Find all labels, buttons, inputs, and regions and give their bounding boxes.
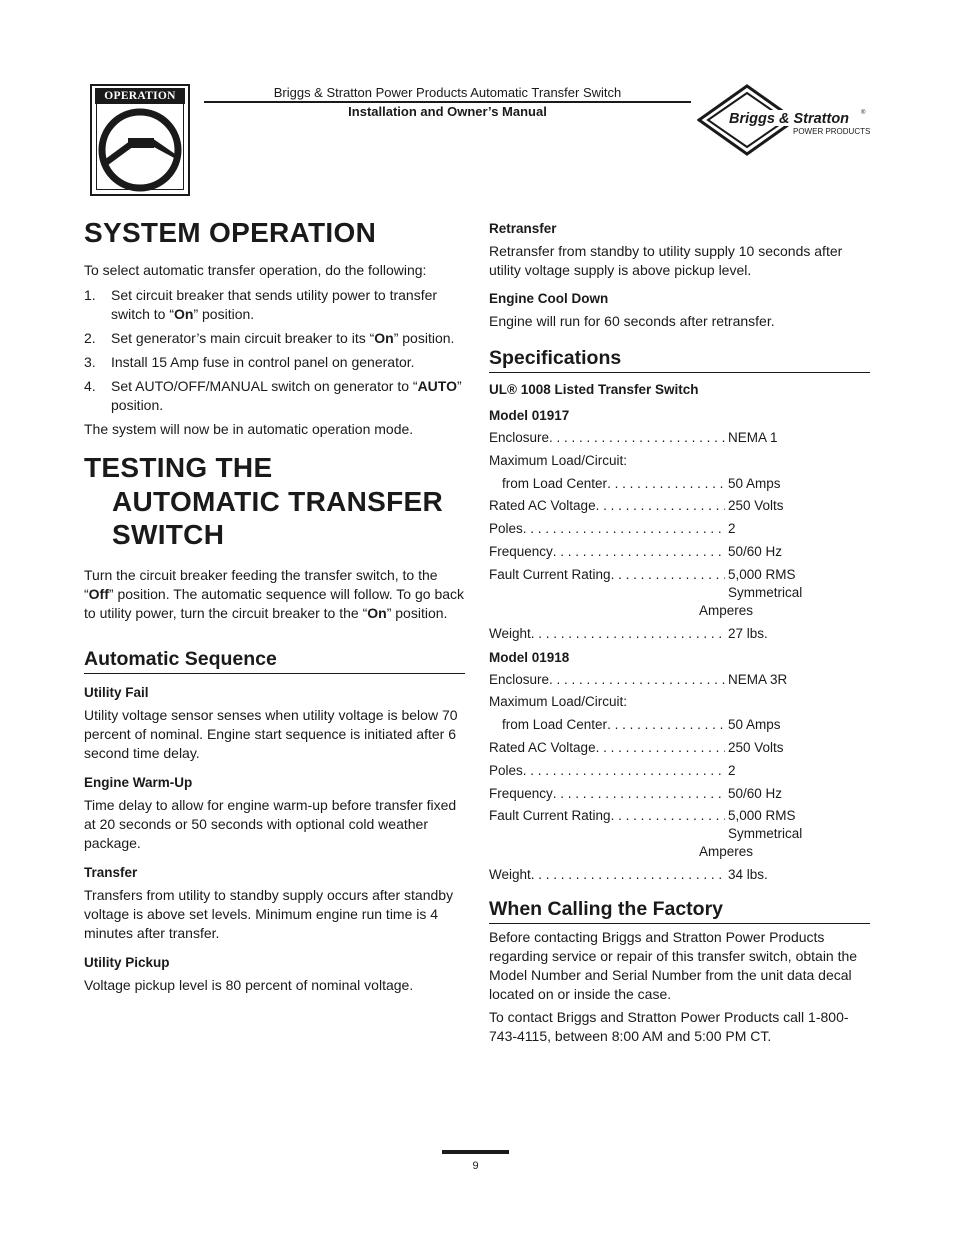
spec-max-load: Maximum Load/Circuit: <box>489 452 628 468</box>
operation-steps <box>84 286 465 415</box>
contact-text: To contact Briggs and Stratton Power Products call 1-800-743-4115, between 8:00 AM and 5:00 PM CT. <box>489 1009 849 1045</box>
step-item: 4. Set AUTO/OFF/MANUAL switch on generator to “AUTO” position. <box>84 378 462 413</box>
switch-lever-icon <box>94 108 186 192</box>
spec-fault-unit: Amperes <box>699 602 754 618</box>
page-number: 9 <box>472 1160 479 1172</box>
model-01917-heading: Model 01917 <box>489 408 570 423</box>
system-operation-heading: SYSTEM OPERATION <box>84 217 377 248</box>
utility-pickup-heading: Utility Pickup <box>84 954 170 970</box>
svg-text:®: ® <box>861 110 866 116</box>
spec-max-load: Maximum Load/Circuit: <box>489 694 628 710</box>
step-item: 2. Set generator’s main circuit breaker to its “On” position. <box>84 330 455 346</box>
retransfer-text: Retransfer from standby to utility supply 10 seconds after utility voltage supply is above pickup level. <box>489 243 843 278</box>
utility-fail-heading: Utility Fail <box>84 684 149 700</box>
calling-factory-heading: When Calling the Factory <box>489 897 870 924</box>
cool-down-text: Engine will run for 60 seconds after retransfer. <box>489 313 775 329</box>
spec-fault-current: Fault Current Rating . . . 5,000 RMS Symmetrical <box>489 807 870 843</box>
right-column <box>489 220 870 1046</box>
spec-weight: Weight . . . 34 lbs. <box>489 866 870 884</box>
operation-badge-icon <box>90 84 190 196</box>
engine-warmup-heading: Engine Warm-Up <box>84 774 193 790</box>
transfer-text: Transfers from utility to standby supply occurs after standby voltage is above set levels. Minimum engine run time is 4 minutes after transfer. <box>84 886 454 941</box>
spec-poles: Poles . . . 2 <box>489 762 870 780</box>
svg-text:POWER PRODUCTS: POWER PRODUCTS <box>793 127 871 136</box>
model-01918-heading: Model 01918 <box>489 649 570 665</box>
header-product-title: Briggs & Stratton Power Products Automatic Transfer Switch <box>273 85 622 100</box>
header-manual-title: Installation and Owner’s Manual <box>348 104 547 119</box>
svg-text:Briggs & Stratton: Briggs & Stratton <box>729 111 850 127</box>
specifications-heading: Specifications <box>489 346 870 373</box>
utility-pickup-text: Voltage pickup level is 80 percent of nominal voltage. <box>84 976 414 993</box>
spec-enclosure: Enclosure . . . NEMA 3R <box>489 671 870 689</box>
left-column <box>84 210 465 995</box>
system-operation-intro: To select automatic transfer operation, do the following: <box>84 262 427 278</box>
spec-fault-current: Fault Current Rating . . . 5,000 RMS Symmetrical <box>489 566 870 602</box>
spec-voltage: Rated AC Voltage . . . 250 Volts <box>489 497 870 515</box>
spec-load-center: from Load Center . . . 50 Amps <box>489 716 870 734</box>
spec-load-center: from Load Center . . . 50 Amps <box>489 475 870 493</box>
spec-frequency: Frequency . . . 50/60 Hz <box>489 785 870 803</box>
calling-factory-text: Before contacting Briggs and Stratton Power Products regarding service or repair of this transfer switch, obtain the Model Number and Serial Number from the unit data decal located on or inside the case. <box>489 929 858 1003</box>
cool-down-heading: Engine Cool Down <box>489 291 609 306</box>
spec-voltage: Rated AC Voltage . . . 250 Volts <box>489 739 870 757</box>
transfer-heading: Transfer <box>84 864 138 880</box>
testing-heading: TESTING THE AUTOMATIC TRANSFER SWITCH <box>84 452 444 550</box>
ul-listing: UL® 1008 Listed Transfer Switch <box>489 382 699 397</box>
engine-warmup-text: Time delay to allow for engine warm-up before transfer fixed at 20 seconds or 50 seconds with optional cold weather package. <box>84 796 457 851</box>
utility-fail-text: Utility voltage sensor senses when utility voltage is below 70 percent of nominal. Engine start sequence is initiated after 6 second time delay. <box>84 706 458 761</box>
retransfer-heading: Retransfer <box>489 221 557 236</box>
spec-fault-unit: Amperes <box>699 844 754 860</box>
spec-poles: Poles . . . 2 <box>489 520 870 538</box>
spec-frequency: Frequency . . . 50/60 Hz <box>489 543 870 561</box>
header-rule <box>204 101 691 103</box>
spec-enclosure: Enclosure . . . NEMA 1 <box>489 429 870 447</box>
automatic-sequence-heading: Automatic Sequence <box>84 647 465 674</box>
step-item: 1. Set circuit breaker that sends utility power to transfer switch to “On” position. <box>84 287 438 322</box>
spec-weight: Weight . . . 27 lbs. <box>489 625 870 643</box>
page-number-bar <box>442 1150 509 1154</box>
system-operation-outro: The system will now be in automatic operation mode. <box>84 421 414 437</box>
step-item: 3. Install 15 Amp fuse in control panel on generator. <box>84 354 415 370</box>
briggs-stratton-logo <box>697 84 871 161</box>
testing-paragraph: Turn the circuit breaker feeding the transfer switch, to the “Off” position. The automatic sequence will follow. To go back to utility power, turn the circuit breaker to the “On” position. <box>84 566 465 621</box>
badge-label: OPERATION <box>95 88 185 104</box>
